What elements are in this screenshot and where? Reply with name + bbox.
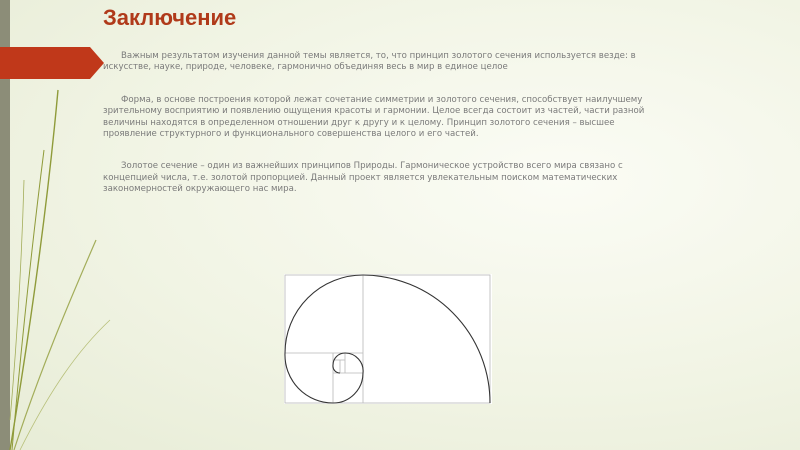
- paragraph-1: Важным результатом изучения данной темы является, то, что принцип золотого сечения используется везде: в искусстве, науке, природе, человеке, гармонично объединяя весь в мир в единое целое: [103, 51, 636, 73]
- slide-title: Заключение: [103, 5, 237, 30]
- paragraph-3: Золотое сечение – один из важнейших принципов Природы. Гармоническое устройство всего мира связано с концепцией числа, т.е. золотой пропорцией. Данный проект является увлекательным поиском математических закономерностей окружающего нас мира.: [103, 161, 623, 195]
- slide-body: [103, 51, 663, 196]
- title-accent-arrow: [0, 47, 105, 79]
- paragraph-2: Форма, в основе построения которой лежат сочетание симметрии и золотого сечения, способствует наилучшему зрительному восприятию и появлению ощущения красоты и гармонии. Целое всегда состоит из частей, части разной величины находятся в определенном отношении друг к другу и к целому. Принцип золотого сечения – высшее проявление структурного и функционального совершенства целого и его частей.: [103, 94, 645, 140]
- golden-spiral-diagram: [284, 274, 492, 404]
- spiral-background: [284, 274, 492, 404]
